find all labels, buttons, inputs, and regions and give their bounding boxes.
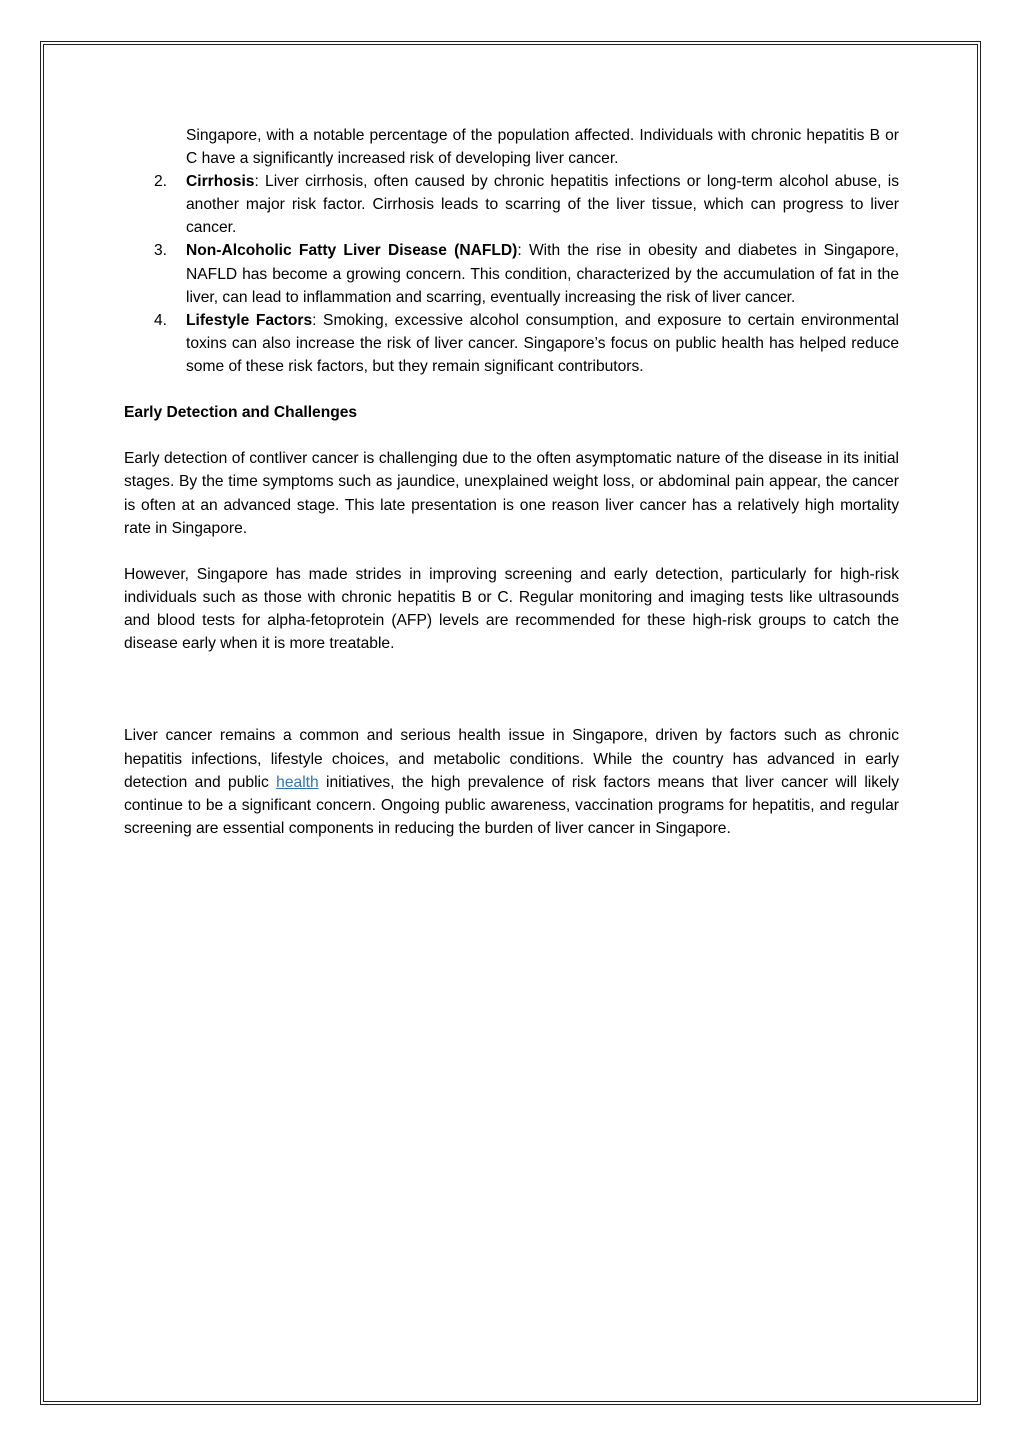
spacer — [124, 655, 899, 678]
list-item-title: Non-Alcoholic Fatty Liver Disease (NAFLD) — [186, 242, 518, 260]
list-item-number: 2. — [154, 173, 168, 191]
list-item-title: Lifestyle Factors — [186, 311, 313, 329]
spacer — [124, 424, 899, 447]
list-item-number: 4. — [154, 311, 168, 329]
section-heading: Early Detection and Challenges — [124, 404, 358, 422]
spacer — [124, 540, 899, 563]
paragraph-early-detection: Early detection of contliver cancer is challenging due to the often asymptomatic nature of the disease in its initial stages. By the time symptoms such as jaundice, unexplained weight loss, or abdominal pain appear, the cancer is often at an advanced stage. This late presentation is one reason liver cancer has a relatively high mortality rate in Singapore. — [124, 450, 899, 537]
list-item — [124, 170, 899, 239]
list-item-number: 3. — [154, 242, 168, 260]
spacer — [124, 678, 899, 701]
intro-continuation: Singapore, with a notable percentage of the population affected. Individuals with chronic hepatitis B or C have a significantly increased risk of developing liver cancer. — [186, 127, 899, 168]
document-body — [124, 124, 899, 840]
list-item-title: Cirrhosis — [186, 173, 255, 191]
conclusion-text-after-link: initiatives, the high prevalence of risk factors means that liver cancer will likely continue to be a significant concern. Ongoing public awareness, vaccination programs for hepatitis, and regular screening are essential components in reducing the burden of liver cancer in Singapore. — [124, 773, 900, 837]
list-item — [124, 309, 899, 378]
risk-factor-list — [124, 170, 899, 378]
health-link[interactable]: health — [276, 773, 319, 791]
spacer — [124, 378, 899, 401]
conclusion-text-before-link: Liver cancer remains a common and serious health issue in Singapore, driven by factors such as chronic hepatitis infections, lifestyle choices, and metabolic conditions. While the country has advanced in early detection and public — [124, 727, 899, 791]
list-item — [124, 239, 899, 308]
list-item-text: : Liver cirrhosis, often caused by chronic hepatitis infections or long-term alcohol abuse, is another major risk factor. Cirrhosis leads to scarring of the liver tissue, which can progress to liver cancer. — [186, 173, 899, 237]
list-item-text: : Smoking, excessive alcohol consumption, and exposure to certain environmental toxins can also increase the risk of liver cancer. Singapore’s focus on public health has helped reduce some of these risk factors, but they remain significant contributors. — [186, 311, 899, 375]
paragraph-conclusion — [124, 724, 899, 839]
paragraph-screening: However, Singapore has made strides in improving screening and early detection, particularly for high-risk individuals such as those with chronic hepatitis B or C. Regular monitoring and imaging tests like ultrasounds and blood tests for alpha-fetoprotein (AFP) levels are recommended for these high-risk groups to catch the disease early when it is more treatable. — [124, 565, 899, 653]
spacer — [124, 701, 899, 724]
list-item-text: : With the rise in obesity and diabetes in Singapore, NAFLD has become a growing concern. This condition, characterized by the accumulation of fat in the liver, can lead to inflammation and scarring, eventually increasing the risk of liver cancer. — [186, 242, 899, 306]
